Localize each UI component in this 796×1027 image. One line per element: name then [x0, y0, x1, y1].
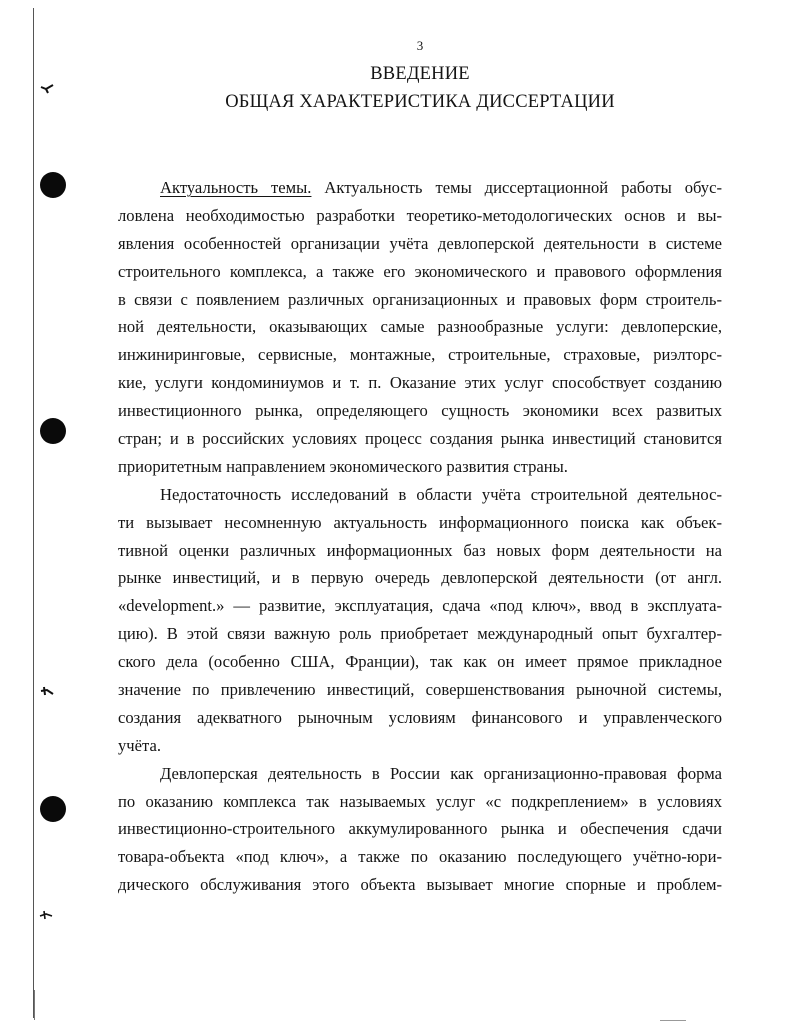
text-line: явления особенностей организации учёта девлоперской деятельности в системе	[118, 233, 722, 253]
section-title: ВВЕДЕНИЕ	[370, 64, 470, 84]
document-body	[118, 174, 722, 899]
text-line: рынке инвестиций, и в первую очередь девлоперской деятельности (от англ.	[118, 568, 722, 588]
text-line: кие, услуги кондоминиумов и т. п. Оказание этих услуг способствует созданию	[118, 373, 722, 393]
text-line: Девлоперская деятельность в России как организационно-правовая форма	[160, 763, 722, 783]
text-line: инвестиционно-строительного аккумулированного рынка и обеспечения сдачи	[118, 819, 722, 839]
paragraph-relevance	[118, 174, 722, 481]
text-line: значение по привлечению инвестиций, совершенствования рыночной системы,	[118, 680, 722, 700]
scan-left-edge-lower	[34, 990, 35, 1020]
binding-hole-mark	[40, 418, 66, 444]
text-line: приоритетным направлением экономического развития страны.	[118, 456, 568, 476]
text-line: по оказанию комплекса так называемых услуг «с подкреплением» в условиях	[118, 791, 722, 811]
text-line: товара-объекта «под ключ», а также по оказанию последующего учётно-юри-	[118, 847, 722, 867]
text-line: Недостаточность исследований в области учёта строительной деятельнос-	[160, 484, 722, 504]
text-line: инвестиционного рынка, определяющего сущность экономики всех развитых	[118, 401, 722, 421]
paragraph-developer-activity	[118, 760, 722, 899]
text-line: ского дела (особенно США, Франции), так как он имеет прямое прикладное	[118, 652, 722, 672]
scan-tick-mark	[39, 910, 53, 920]
text-line: ти вызывает несомненную актуальность информационного поиска как объек-	[118, 512, 722, 532]
binding-hole-mark	[40, 796, 66, 822]
paragraph-research-gap	[118, 481, 722, 760]
text-line: «development.» — развитие, эксплуатация, сдача «под ключ», ввод в эксплуата-	[118, 596, 722, 616]
scan-left-edge	[33, 8, 34, 1018]
text-line: учёта.	[118, 735, 161, 755]
text-line: создания адекватного рыночным условиям финансового и управленческого	[118, 707, 722, 727]
text-line: тивной оценки различных информационных баз новых форм деятельности на	[118, 540, 722, 560]
binding-hole-mark	[40, 172, 66, 198]
text-line: ной деятельности, оказывающих самые разнообразные услуги: девлоперские,	[118, 317, 722, 337]
text-line	[118, 174, 722, 202]
text-line: стран; и в российских условиях процесс создания рынка инвестиций становится	[118, 429, 722, 449]
text-line: ловлена необходимостью разработки теоретико-методологических основ и вы-	[118, 205, 722, 225]
page-number: 3	[416, 38, 424, 53]
scan-smudge	[660, 1020, 686, 1021]
text-line-content: Актуальность темы диссертационной работы обус-	[311, 178, 722, 197]
text-line: инжиниринговые, сервисные, монтажные, строительные, страховые, риэлторс-	[118, 345, 722, 365]
text-line: в связи с появлением различных организационных и правовых форм строитель-	[118, 289, 722, 309]
section-subtitle: ОБЩАЯ ХАРАКТЕРИСТИКА ДИССЕРТАЦИИ	[225, 92, 615, 112]
text-line: строительного комплекса, а также его экономического и правового оформления	[118, 261, 722, 281]
text-line: дического обслуживания этого объекта вызывает многие спорные и проблем-	[118, 875, 722, 895]
text-line: цию). В этой связи важную роль приобретает международный опыт бухгалтер-	[118, 624, 722, 644]
paragraph-lead-heading: Актуальность темы.	[160, 178, 312, 197]
scan-tick-mark	[40, 686, 54, 696]
